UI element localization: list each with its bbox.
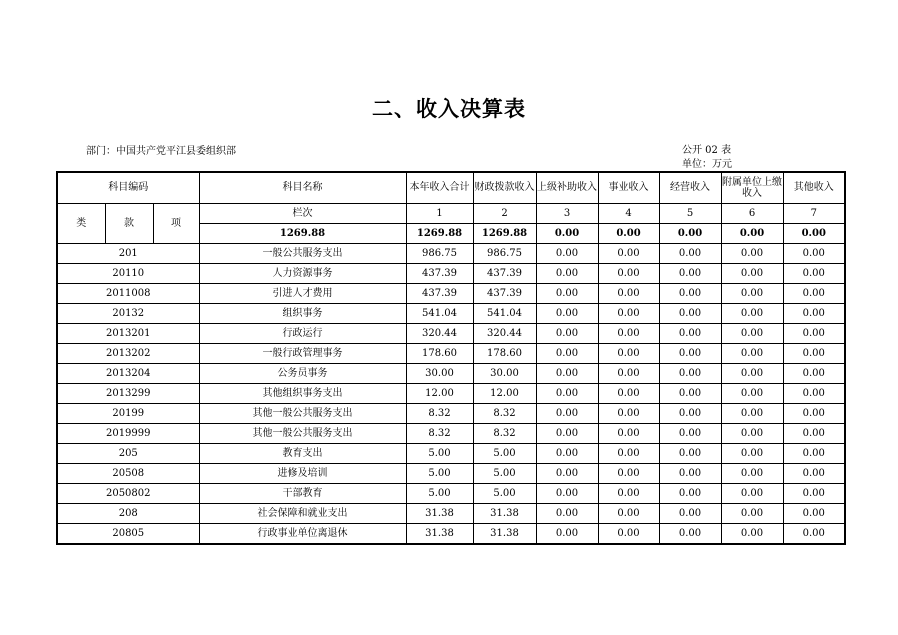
row-code: 2011008 bbox=[57, 283, 199, 303]
page-title: 二、收入决算表 bbox=[372, 97, 526, 121]
row-name: 教育支出 bbox=[199, 443, 406, 463]
header-code: 科目编码 bbox=[57, 172, 199, 203]
row-value: 0.00 bbox=[659, 483, 721, 503]
row-value: 0.00 bbox=[783, 483, 845, 503]
row-value: 0.00 bbox=[721, 403, 783, 423]
row-name: 社会保障和就业支出 bbox=[199, 503, 406, 523]
row-name: 其他一般公共服务支出 bbox=[199, 423, 406, 443]
row-value: 0.00 bbox=[536, 243, 598, 263]
row-value: 5.00 bbox=[473, 443, 536, 463]
row-value: 0.00 bbox=[721, 483, 783, 503]
income-table bbox=[56, 171, 846, 545]
row-value: 0.00 bbox=[659, 323, 721, 343]
row-value: 0.00 bbox=[721, 343, 783, 363]
row-value: 541.04 bbox=[406, 303, 473, 323]
table-row bbox=[57, 383, 845, 403]
row-value: 0.00 bbox=[659, 283, 721, 303]
row-value: 0.00 bbox=[536, 523, 598, 544]
header-business: 事业收入 bbox=[598, 172, 659, 203]
row-value: 0.00 bbox=[721, 523, 783, 544]
header-lanci: 栏次 bbox=[199, 203, 406, 223]
header-total: 本年收入合计 bbox=[406, 172, 473, 203]
row-value: 986.75 bbox=[473, 243, 536, 263]
row-code: 2013204 bbox=[57, 363, 199, 383]
row-value: 0.00 bbox=[659, 363, 721, 383]
total-cell: 1269.88 bbox=[406, 223, 473, 243]
row-value: 541.04 bbox=[473, 303, 536, 323]
row-value: 0.00 bbox=[783, 523, 845, 544]
total-cell: 0.00 bbox=[536, 223, 598, 243]
row-value: 0.00 bbox=[783, 263, 845, 283]
header-lei: 类 bbox=[57, 203, 105, 243]
row-value: 0.00 bbox=[783, 503, 845, 523]
col-number: 1 bbox=[406, 203, 473, 223]
table-body bbox=[57, 172, 845, 544]
header-operating: 经营收入 bbox=[659, 172, 721, 203]
row-value: 0.00 bbox=[783, 443, 845, 463]
header-other: 其他收入 bbox=[783, 172, 845, 203]
row-value: 8.32 bbox=[406, 403, 473, 423]
row-value: 0.00 bbox=[659, 263, 721, 283]
row-value: 0.00 bbox=[721, 303, 783, 323]
row-name: 一般行政管理事务 bbox=[199, 343, 406, 363]
row-name: 进修及培训 bbox=[199, 463, 406, 483]
col-number: 7 bbox=[783, 203, 845, 223]
row-value: 178.60 bbox=[406, 343, 473, 363]
table-row bbox=[57, 443, 845, 463]
row-code: 208 bbox=[57, 503, 199, 523]
row-value: 0.00 bbox=[721, 243, 783, 263]
row-value: 0.00 bbox=[536, 443, 598, 463]
row-value: 437.39 bbox=[473, 263, 536, 283]
row-value: 0.00 bbox=[598, 503, 659, 523]
row-code: 20110 bbox=[57, 263, 199, 283]
row-name: 行政运行 bbox=[199, 323, 406, 343]
row-value: 0.00 bbox=[598, 423, 659, 443]
row-value: 0.00 bbox=[659, 303, 721, 323]
row-value: 0.00 bbox=[721, 503, 783, 523]
row-code: 2050802 bbox=[57, 483, 199, 503]
row-value: 0.00 bbox=[598, 483, 659, 503]
row-value: 0.00 bbox=[536, 503, 598, 523]
table-row bbox=[57, 423, 845, 443]
row-value: 0.00 bbox=[783, 243, 845, 263]
row-value: 0.00 bbox=[721, 323, 783, 343]
table-row bbox=[57, 283, 845, 303]
col-number: 4 bbox=[598, 203, 659, 223]
header-affiliated: 附属单位上缴收入 bbox=[721, 172, 783, 203]
row-value: 0.00 bbox=[598, 383, 659, 403]
row-value: 0.00 bbox=[721, 443, 783, 463]
row-value: 0.00 bbox=[536, 303, 598, 323]
row-value: 0.00 bbox=[783, 363, 845, 383]
table-row bbox=[57, 323, 845, 343]
row-name: 人力资源事务 bbox=[199, 263, 406, 283]
row-value: 8.32 bbox=[406, 423, 473, 443]
row-value: 0.00 bbox=[598, 463, 659, 483]
row-value: 0.00 bbox=[598, 283, 659, 303]
row-value: 30.00 bbox=[473, 363, 536, 383]
row-value: 0.00 bbox=[659, 523, 721, 544]
table-row bbox=[57, 263, 845, 283]
row-value: 0.00 bbox=[536, 363, 598, 383]
row-value: 0.00 bbox=[721, 423, 783, 443]
row-code: 20132 bbox=[57, 303, 199, 323]
row-value: 0.00 bbox=[783, 403, 845, 423]
unit-label: 单位：万元 bbox=[682, 159, 732, 170]
row-value: 31.38 bbox=[406, 503, 473, 523]
row-name: 组织事务 bbox=[199, 303, 406, 323]
row-value: 0.00 bbox=[536, 343, 598, 363]
table-row bbox=[57, 363, 845, 383]
form-number: 公开 02 表 bbox=[682, 145, 732, 156]
row-name: 行政事业单位离退休 bbox=[199, 523, 406, 544]
header-kuan: 款 bbox=[105, 203, 153, 243]
row-value: 437.39 bbox=[473, 283, 536, 303]
row-value: 31.38 bbox=[473, 503, 536, 523]
row-value: 0.00 bbox=[659, 503, 721, 523]
row-value: 0.00 bbox=[598, 343, 659, 363]
row-code: 2019999 bbox=[57, 423, 199, 443]
row-name: 公务员事务 bbox=[199, 363, 406, 383]
row-name: 一般公共服务支出 bbox=[199, 243, 406, 263]
row-code: 2013202 bbox=[57, 343, 199, 363]
row-value: 0.00 bbox=[783, 463, 845, 483]
row-value: 0.00 bbox=[659, 403, 721, 423]
row-value: 0.00 bbox=[783, 283, 845, 303]
row-value: 5.00 bbox=[406, 483, 473, 503]
row-value: 0.00 bbox=[721, 383, 783, 403]
total-cell: 1269.88 bbox=[473, 223, 536, 243]
col-number: 3 bbox=[536, 203, 598, 223]
row-code: 201 bbox=[57, 243, 199, 263]
row-value: 0.00 bbox=[598, 243, 659, 263]
table-row bbox=[57, 503, 845, 523]
header-upper: 上级补助收入 bbox=[536, 172, 598, 203]
row-value: 320.44 bbox=[473, 323, 536, 343]
row-value: 437.39 bbox=[406, 283, 473, 303]
row-value: 30.00 bbox=[406, 363, 473, 383]
table-row bbox=[57, 303, 845, 323]
row-value: 0.00 bbox=[721, 363, 783, 383]
row-value: 0.00 bbox=[536, 403, 598, 423]
total-cell: 0.00 bbox=[659, 223, 721, 243]
row-value: 0.00 bbox=[536, 323, 598, 343]
table-row bbox=[57, 483, 845, 503]
row-value: 12.00 bbox=[406, 383, 473, 403]
row-value: 0.00 bbox=[598, 443, 659, 463]
col-number: 2 bbox=[473, 203, 536, 223]
row-value: 0.00 bbox=[659, 463, 721, 483]
row-value: 0.00 bbox=[536, 283, 598, 303]
row-code: 2013201 bbox=[57, 323, 199, 343]
header-row bbox=[57, 172, 845, 203]
row-value: 0.00 bbox=[783, 343, 845, 363]
header-xiang: 项 bbox=[153, 203, 199, 243]
header-name: 科目名称 bbox=[199, 172, 406, 203]
row-value: 5.00 bbox=[406, 463, 473, 483]
row-code: 2013299 bbox=[57, 383, 199, 403]
row-value: 0.00 bbox=[721, 463, 783, 483]
table-row bbox=[57, 343, 845, 363]
row-value: 0.00 bbox=[598, 263, 659, 283]
row-value: 0.00 bbox=[783, 383, 845, 403]
total-cell: 0.00 bbox=[783, 223, 845, 243]
row-value: 0.00 bbox=[598, 403, 659, 423]
row-value: 5.00 bbox=[473, 483, 536, 503]
row-value: 0.00 bbox=[659, 423, 721, 443]
row-value: 0.00 bbox=[783, 323, 845, 343]
department-label: 部门：中国共产党平江县委组织部 bbox=[86, 146, 236, 157]
row-value: 31.38 bbox=[473, 523, 536, 544]
column-number-row bbox=[57, 203, 845, 223]
row-value: 0.00 bbox=[598, 523, 659, 544]
table-row bbox=[57, 523, 845, 544]
total-cell: 1269.88 bbox=[199, 223, 406, 243]
row-code: 20805 bbox=[57, 523, 199, 544]
row-code: 205 bbox=[57, 443, 199, 463]
row-value: 986.75 bbox=[406, 243, 473, 263]
row-value: 0.00 bbox=[536, 463, 598, 483]
row-value: 0.00 bbox=[659, 383, 721, 403]
row-name: 其他一般公共服务支出 bbox=[199, 403, 406, 423]
row-value: 0.00 bbox=[536, 483, 598, 503]
row-value: 0.00 bbox=[783, 423, 845, 443]
header-fiscal: 财政拨款收入 bbox=[473, 172, 536, 203]
row-code: 20199 bbox=[57, 403, 199, 423]
row-name: 干部教育 bbox=[199, 483, 406, 503]
row-name: 引进人才费用 bbox=[199, 283, 406, 303]
row-value: 0.00 bbox=[598, 303, 659, 323]
table-row bbox=[57, 403, 845, 423]
row-value: 320.44 bbox=[406, 323, 473, 343]
row-value: 0.00 bbox=[536, 423, 598, 443]
total-cell: 0.00 bbox=[598, 223, 659, 243]
col-number: 5 bbox=[659, 203, 721, 223]
table-row bbox=[57, 243, 845, 263]
row-name: 其他组织事务支出 bbox=[199, 383, 406, 403]
col-number: 6 bbox=[721, 203, 783, 223]
row-value: 0.00 bbox=[659, 243, 721, 263]
table-row bbox=[57, 463, 845, 483]
row-value: 0.00 bbox=[598, 323, 659, 343]
row-value: 0.00 bbox=[598, 363, 659, 383]
row-value: 12.00 bbox=[473, 383, 536, 403]
row-value: 8.32 bbox=[473, 423, 536, 443]
row-value: 0.00 bbox=[721, 263, 783, 283]
row-value: 0.00 bbox=[536, 263, 598, 283]
row-value: 0.00 bbox=[783, 303, 845, 323]
row-value: 0.00 bbox=[659, 443, 721, 463]
row-value: 178.60 bbox=[473, 343, 536, 363]
row-value: 8.32 bbox=[473, 403, 536, 423]
row-value: 0.00 bbox=[536, 383, 598, 403]
row-value: 0.00 bbox=[659, 343, 721, 363]
row-value: 5.00 bbox=[406, 443, 473, 463]
row-value: 31.38 bbox=[406, 523, 473, 544]
row-value: 5.00 bbox=[473, 463, 536, 483]
row-value: 0.00 bbox=[721, 283, 783, 303]
total-cell: 0.00 bbox=[721, 223, 783, 243]
row-value: 437.39 bbox=[406, 263, 473, 283]
row-code: 20508 bbox=[57, 463, 199, 483]
